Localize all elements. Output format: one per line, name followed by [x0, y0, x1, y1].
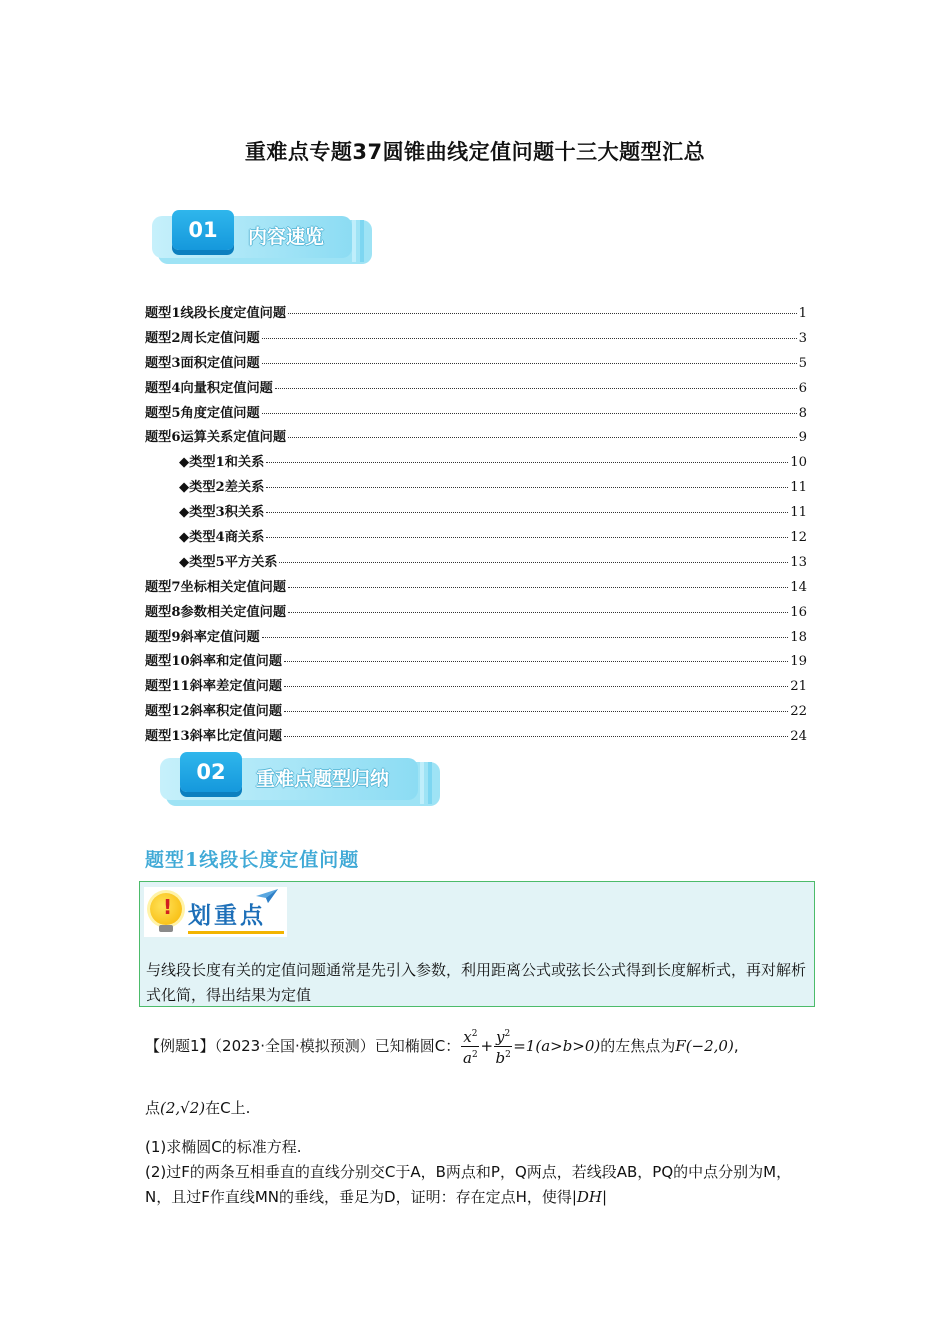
page-title: 重难点专题37圆锥曲线定值问题十三大题型汇总 — [244, 140, 706, 164]
toc-leader-dots — [279, 562, 788, 563]
toc-entry-page: 16 — [790, 604, 807, 620]
toc-entry-label: ◆类型2差关系 — [179, 480, 265, 496]
toc-entry[interactable] — [145, 626, 807, 651]
paper-plane-icon — [256, 889, 278, 903]
toc-entry-page: 3 — [798, 330, 807, 346]
fraction-x: $\frac{x^2}{a^2}$ — [462, 1028, 478, 1067]
toc-entry-label: 题型4向量积定值问题 — [145, 380, 273, 396]
example-statement: 【例题1】（2023·全国·模拟预测）已知椭圆C： $\frac{x^2}{a^2}$ + $\frac{y^2}{b^2}$ =1(a>b>0)的左焦点为F(−2,0), — [145, 1028, 739, 1067]
toc-leader-dots — [288, 612, 788, 613]
toc-entry-page: 12 — [790, 530, 807, 546]
section-label: 重难点题型归纳 — [256, 768, 390, 790]
toc-entry[interactable] — [145, 451, 807, 476]
toc-entry[interactable] — [145, 501, 807, 526]
toc-entry[interactable] — [145, 725, 807, 750]
toc-entry-label: 题型7坐标相关定值问题 — [145, 579, 287, 595]
toc-leader-dots — [266, 537, 788, 538]
toc-leader-dots — [275, 388, 797, 389]
question-1: (1)求椭圆C的标准方程. — [145, 1138, 302, 1156]
toc-entry-label: 题型6运算关系定值问题 — [145, 430, 287, 446]
toc-entry-label: 题型11斜率差定值问题 — [145, 679, 283, 695]
toc-entry-label: 题型13斜率比定值问题 — [145, 729, 283, 745]
toc-entry[interactable] — [145, 377, 807, 402]
toc-entry-page: 10 — [790, 455, 807, 471]
toc-entry-label: 题型12斜率积定值问题 — [145, 704, 283, 720]
toc-leader-dots — [266, 462, 788, 463]
toc-entry-page: 11 — [790, 480, 807, 496]
toc-entry[interactable] — [145, 650, 807, 675]
toc-entry[interactable] — [145, 352, 807, 377]
question-2: (2)过F的两条互相垂直的直线分别交C于A，B两点和P，Q两点，若线段AB，PQ的中点分别为M，N，且过F作直线MN的垂线，垂足为D，证明：存在定点H，使得|DH| — [145, 1163, 792, 1206]
toc-entry-label: 题型1线段长度定值问题 — [145, 306, 287, 321]
toc-leader-dots — [262, 637, 789, 638]
toc-entry-page: 9 — [798, 430, 807, 446]
toc-entry-label: 题型2周长定值问题 — [145, 330, 260, 346]
toc-entry-label: ◆类型5平方关系 — [179, 554, 278, 570]
toc-leader-dots — [284, 711, 788, 712]
toc-entry-label: ◆类型1和关系 — [179, 455, 265, 471]
key-point-label: 划重点 — [188, 902, 266, 929]
segment-dh: |DH| — [571, 1188, 608, 1206]
toc-entry-page: 21 — [790, 679, 807, 695]
toc-entry[interactable] — [145, 526, 807, 551]
key-point-text: 与线段长度有关的定值问题通常是先引入参数，利用距离公式或弦长公式得到长度解析式，再对解析式化简，得出结果为定值 — [146, 961, 807, 1004]
toc-entry[interactable] — [145, 601, 807, 626]
toc-entry-page: 13 — [790, 554, 807, 570]
ellipse-condition: =1(a>b>0) — [513, 1037, 601, 1055]
toc-entry[interactable] — [145, 700, 807, 725]
toc-entry-page: 11 — [790, 505, 807, 521]
toc-entry-label: 题型10斜率和定值问题 — [145, 654, 283, 670]
key-point-badge: ! 划重点 — [144, 887, 287, 937]
toc-entry-label: 题型5角度定值问题 — [145, 405, 260, 421]
toc-leader-dots — [284, 661, 788, 662]
toc-leader-dots — [262, 413, 797, 414]
section-banner-02 — [160, 752, 440, 810]
fraction-y: $\frac{y^2}{b^2}$ — [495, 1028, 511, 1067]
toc-entry[interactable] — [145, 402, 807, 427]
toc-leader-dots — [284, 686, 788, 687]
toc-leader-dots — [262, 338, 797, 339]
point-coordinates: (2,√2) — [160, 1099, 206, 1117]
toc-entry-page: 8 — [798, 405, 807, 421]
toc-entry[interactable] — [145, 476, 807, 501]
example-point-line: 点(2,√2)在C上. — [145, 1099, 251, 1117]
section-heading: 题型1线段长度定值问题 — [145, 849, 360, 871]
table-of-contents — [145, 302, 807, 750]
example-source: （2023·全国·模拟预测）已知椭圆C： — [214, 1037, 461, 1055]
toc-entry[interactable] — [145, 327, 807, 352]
toc-entry[interactable] — [145, 302, 807, 327]
toc-leader-dots — [266, 512, 788, 513]
toc-leader-dots — [288, 313, 797, 314]
toc-entry-page: 6 — [798, 380, 807, 396]
section-number: 02 — [180, 752, 242, 792]
toc-entry-page: 24 — [790, 729, 807, 745]
toc-entry[interactable] — [145, 576, 807, 601]
toc-leader-dots — [288, 587, 788, 588]
toc-entry[interactable] — [145, 675, 807, 700]
key-point-box — [139, 881, 815, 1007]
toc-entry-page: 19 — [790, 654, 807, 670]
toc-entry-page: 5 — [798, 355, 807, 371]
section-label: 内容速览 — [248, 226, 325, 248]
section-banner-01 — [152, 210, 372, 268]
section-number: 01 — [172, 210, 234, 250]
toc-entry-label: 题型9斜率定值问题 — [145, 629, 260, 645]
toc-leader-dots — [288, 437, 797, 438]
toc-entry-page: 14 — [790, 579, 807, 595]
toc-leader-dots — [266, 487, 788, 488]
focus-point: F(−2,0) — [675, 1037, 734, 1055]
toc-entry-label: ◆类型4商关系 — [179, 530, 265, 546]
toc-entry-label: ◆类型3积关系 — [179, 505, 265, 521]
toc-leader-dots — [262, 363, 797, 364]
toc-entry[interactable] — [145, 551, 807, 576]
toc-entry[interactable] — [145, 426, 807, 451]
toc-entry-page: 22 — [790, 704, 807, 720]
toc-entry-label: 题型8参数相关定值问题 — [145, 604, 287, 620]
toc-entry-page: 1 — [798, 306, 807, 321]
toc-leader-dots — [284, 736, 788, 737]
example-tag: 【例题1】 — [145, 1037, 215, 1055]
toc-entry-label: 题型3面积定值问题 — [145, 355, 260, 371]
toc-entry-page: 18 — [790, 629, 807, 645]
